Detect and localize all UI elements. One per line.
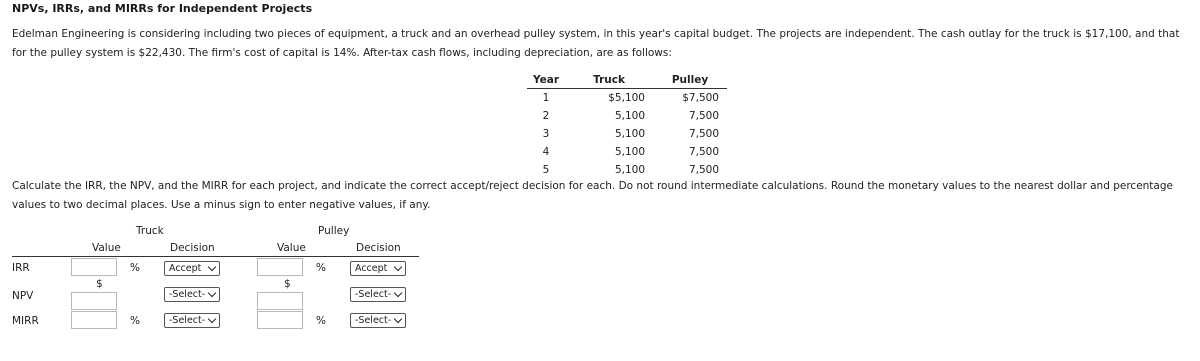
header-year: Year — [527, 71, 565, 89]
header-divider — [12, 256, 419, 257]
select-value: -Select- — [169, 315, 206, 326]
pulley-cell: $7,500 — [682, 92, 719, 104]
select-value: Accept — [355, 263, 388, 274]
chevron-down-icon — [208, 289, 216, 297]
pulley-mirr-input[interactable] — [257, 311, 303, 329]
pulley-cell: 7,500 — [688, 110, 719, 122]
truck-cell: 5,100 — [614, 164, 645, 176]
percent-symbol: % — [130, 262, 140, 274]
chevron-down-icon — [394, 263, 402, 271]
row-label-npv: NPV — [12, 290, 34, 302]
truck-irr-input[interactable] — [71, 258, 117, 276]
year-cell: 4 — [542, 146, 550, 158]
col-header-pulley-value: Value — [277, 242, 306, 254]
row-label-mirr: MIRR — [12, 315, 39, 327]
truck-mirr-input[interactable] — [71, 311, 117, 329]
dollar-symbol: $ — [96, 278, 103, 290]
pulley-npv-input[interactable] — [257, 292, 303, 310]
year-cell: 1 — [542, 92, 550, 104]
truck-irr-decision-select[interactable] — [164, 261, 220, 276]
select-value: -Select- — [355, 315, 392, 326]
year-cell: 2 — [542, 110, 550, 122]
percent-symbol: % — [316, 262, 326, 274]
pulley-npv-decision-select[interactable] — [350, 287, 406, 302]
table-row — [527, 107, 727, 125]
select-value: -Select- — [355, 289, 392, 300]
truck-npv-decision-select[interactable] — [164, 287, 220, 302]
truck-npv-input[interactable] — [71, 292, 117, 310]
truck-cell: 5,100 — [614, 146, 645, 158]
select-value: -Select- — [169, 289, 206, 300]
chevron-down-icon — [208, 263, 216, 271]
truck-cell: $5,100 — [608, 92, 645, 104]
row-label-irr: IRR — [12, 262, 30, 274]
select-value: Accept — [169, 263, 202, 274]
chevron-down-icon — [394, 289, 402, 297]
pulley-cell: 7,500 — [688, 164, 719, 176]
pulley-mirr-decision-select[interactable] — [350, 313, 406, 328]
chevron-down-icon — [394, 315, 402, 323]
col-header-pulley-decision: Decision — [356, 242, 401, 254]
year-cell: 3 — [542, 128, 550, 140]
pulley-cell: 7,500 — [688, 128, 719, 140]
group-label-truck: Truck — [136, 225, 164, 237]
chevron-down-icon — [208, 315, 216, 323]
pulley-irr-input[interactable] — [257, 258, 303, 276]
table-row — [527, 89, 727, 108]
table-row — [527, 125, 727, 143]
pulley-irr-decision-select[interactable] — [350, 261, 406, 276]
col-header-truck-decision: Decision — [170, 242, 215, 254]
cash-flow-table — [527, 71, 727, 179]
instructions: Calculate the IRR, the NPV, and the MIRR for each project, and indicate the correct accept/reject decision for each. Do not round intermediate calculations. Round the monetary values to the nearest dollar and percentage values to two decimal places. Use a minus sign to enter negative values, if any. — [12, 180, 1173, 211]
percent-symbol: % — [130, 315, 140, 327]
percent-symbol: % — [316, 315, 326, 327]
pulley-cell: 7,500 — [688, 146, 719, 158]
dollar-symbol: $ — [284, 278, 291, 290]
header-truck: Truck — [565, 71, 653, 89]
group-label-pulley: Pulley — [318, 225, 350, 237]
problem-intro: Edelman Engineering is considering including two pieces of equipment, a truck and an overhead pulley system, in this year's capital budget. The projects are independent. The cash outlay for the truck is $17,100, and that for the pulley system is $22,430. The firm's cost of capital is 14%. After-tax cash flows, including depreciation, are as follows: — [12, 28, 1180, 59]
header-pulley: Pulley — [653, 71, 727, 89]
truck-cell: 5,100 — [614, 110, 645, 122]
table-row — [527, 143, 727, 161]
truck-mirr-decision-select[interactable] — [164, 313, 220, 328]
truck-cell: 5,100 — [614, 128, 645, 140]
col-header-truck-value: Value — [92, 242, 121, 254]
year-cell: 5 — [542, 164, 550, 176]
problem-title: NPVs, IRRs, and MIRRs for Independent Projects — [12, 2, 313, 15]
